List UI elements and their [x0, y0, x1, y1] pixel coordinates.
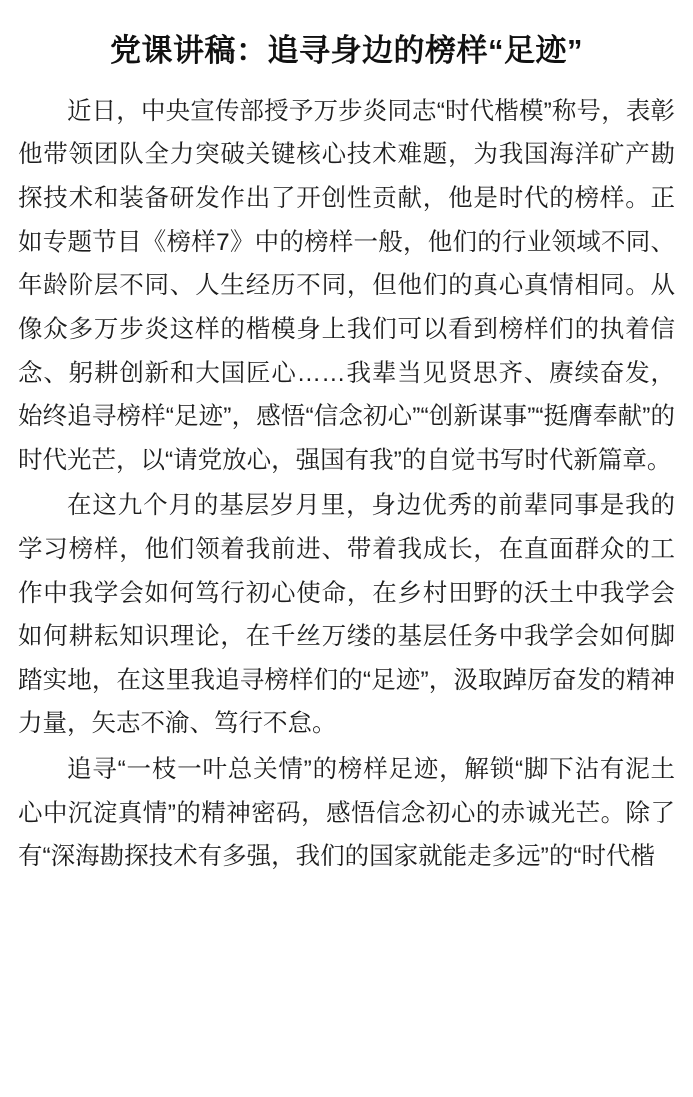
document-body: [18, 90, 675, 879]
paragraph: 在这九个月的基层岁月里，身边优秀的前辈同事是我的学习榜样，他们领着我前进、带着我成长，在直面群众的工作中我学会如何笃行初心使命，在乡村田野的沃土中我学会如何耕耘知识理论，在千丝万缕的基层任务中我学会如何脚踏实地，在这里我追寻榜样们的“足迹”，汲取踔厉奋发的精神力量，矢志不渝、笃行不怠。: [18, 492, 675, 738]
paragraph: 近日，中央宣传部授予万步炎同志“时代楷模”称号，表彰他带领团队全力突破关键核心技术难题，为我国海洋矿产勘探技术和装备研发作出了开创性贡献，他是时代的榜样。正如专题节目《榜样7》中的榜样一般，他们的行业领域不同、年龄阶层不同、人生经历不同，但他们的真心真情相同。从像众多万步炎这样的楷模身上我们可以看到榜样们的执着信念、躬耕创新和大国匠心……我辈当见贤思齐、赓续奋发，始终追寻榜样“足迹”，感悟“信念初心”“创新谋事”“挺膺奉献”的时代光芒，以“请党放心，强国有我”的自觉书写时代新篇章。: [18, 97, 675, 474]
paragraph: 追寻“一枝一叶总关情”的榜样足迹，解锁“脚下沾有泥土心中沉淀真情”的精神密码，感悟信念初心的赤诚光芒。除了有“深海勘探技术有多强，我们的国家就能走多远”的“时代楷: [18, 755, 675, 871]
page-title: 党课讲稿：追寻身边的榜样“足迹”: [110, 33, 583, 68]
